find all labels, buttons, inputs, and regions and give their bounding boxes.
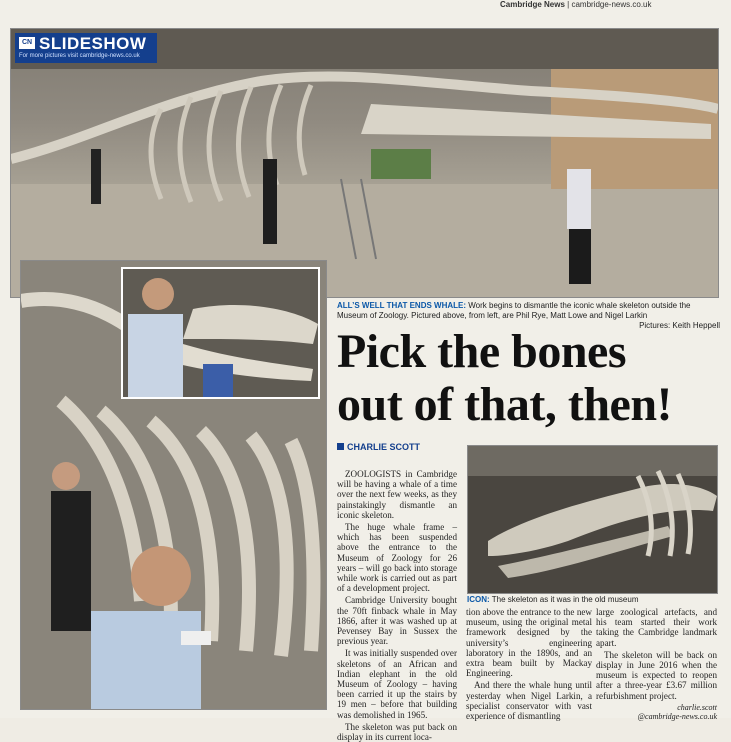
headline [337, 325, 722, 431]
old-museum-photo [467, 445, 718, 594]
masthead-site: cambridge-news.co.uk [571, 0, 652, 9]
paragraph: The skeleton was put back on display in its current loca- [337, 721, 457, 742]
caption-credit: Pictures: Keith Heppell [639, 321, 720, 330]
author-email [596, 703, 717, 721]
paragraph: tion above the entrance to the new museum, using the original metal framework designed by the university’s engineering laboratory in the 1890s, and an extra beam built by Mackay Engineering. [466, 607, 592, 679]
museum-photo-caption [467, 595, 716, 604]
cn-logo: CN [19, 37, 35, 49]
paragraph: The skeleton will be back on display in June 2016 when the museum is expected to reopen after a three-year £3.67 million refurbishment project. [596, 649, 717, 701]
old-museum-illustration [468, 446, 717, 593]
headline-line-1: Pick the bones [337, 325, 627, 378]
article-column-1 [337, 469, 457, 742]
byline-square-icon [337, 443, 344, 450]
museum-caption-lead: ICON: [467, 595, 490, 604]
whale-skeleton-illustration [11, 29, 718, 297]
paragraph: And there the whale hung until yesterday when Nigel Larkin, a specialist conservator with vast experience of dismantling [466, 680, 592, 722]
paragraph: It was initially suspended over skeletons of an African and Indian elephant in the old Museum of Zoology – having been carried it up the stairs by 19 men – before that building was demolished in 1965. [337, 648, 457, 720]
slideshow-subtitle: For more pictures visit cambridge-news.co.uk [19, 53, 140, 59]
caption-text: Work begins to dismantle the iconic whale skeleton outside the Museum of Zoology. Pictured above, from left, are Phil Rye, Matt Lowe and Nigel Larkin [337, 301, 691, 320]
masthead-paper: Cambridge News [500, 0, 565, 9]
inset-illustration [123, 269, 318, 397]
caption-lead: ALL’S WELL THAT ENDS WHALE: [337, 301, 467, 310]
headline-line-2: out of that, then! [337, 378, 672, 431]
author-email-user: charlie.scott [677, 702, 717, 712]
paragraph: Cambridge University bought the 70ft finback whale in May 1866, after it was washed up at Pevensey Bay in Sussex the previous year. [337, 595, 457, 647]
paragraph: ZOOLOGISTS in Cambridge will be having a whale of a time over the next few weeks, as they painstakingly dismantle an iconic skeleton. [337, 469, 457, 520]
masthead: Cambridge News | cambridge-news.co.uk [500, 0, 652, 9]
slideshow-banner[interactable] [15, 33, 157, 63]
slideshow-title: SLIDESHOW [39, 34, 147, 53]
inset-photo [121, 267, 320, 399]
museum-caption-text: The skeleton as it was in the old museum [491, 595, 639, 604]
photo-caption [337, 301, 720, 330]
article-column-2 [466, 607, 592, 722]
article-column-3 [596, 607, 717, 721]
paragraph: The huge whale frame – which has been suspended above the entrance to the Museum of Zoology for 26 years – will go back into storage while work is carried out as part of a development project. [337, 522, 457, 594]
byline [337, 442, 457, 454]
byline-author: CHARLIE SCOTT [347, 442, 420, 452]
paragraph: large zoological artefacts, and his team started their work taking the Cambridge landmark apart. [596, 607, 717, 648]
main-whale-photo [10, 28, 719, 298]
author-email-domain: @cambridge-news.co.uk [637, 711, 717, 721]
